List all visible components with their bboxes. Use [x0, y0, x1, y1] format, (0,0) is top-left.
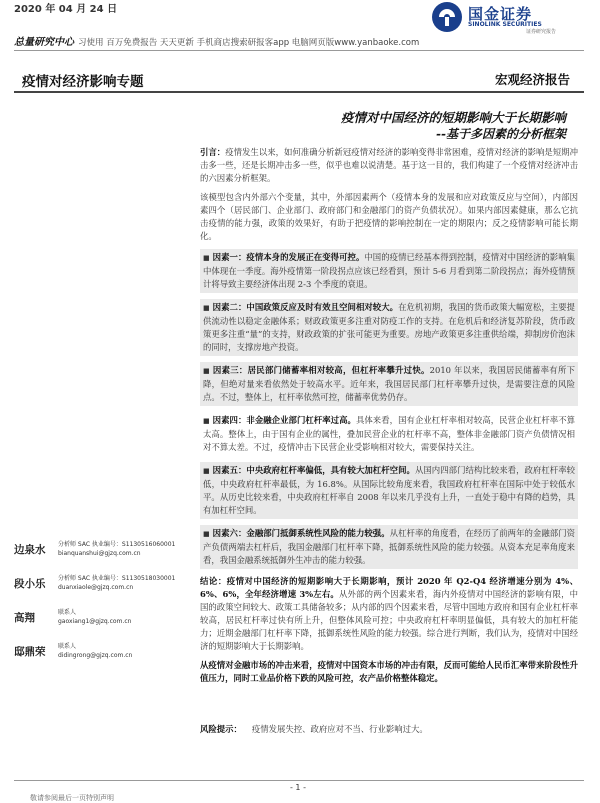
author-role: 联系人 [58, 643, 77, 650]
divider [14, 780, 584, 781]
logo-tagline: 证券研究报告 [526, 29, 557, 35]
page-number: - 1 - [290, 783, 306, 792]
square-bullet-icon: ■ [203, 254, 210, 262]
author-email: gaoxiang1@gjzq.com.cn [58, 618, 132, 625]
ad-brand: 总量研究中心 [14, 37, 74, 48]
author-entry [14, 540, 194, 564]
market-view-paragraph [200, 659, 578, 685]
author-entry [14, 574, 194, 598]
factor-label: 因素一： [212, 252, 247, 262]
author-name: 段小乐 [14, 578, 46, 590]
factor-text: 2010 年以来，我国居民储蓄率有所下降，但绝对量来看依然处于较高水平。近年来，我国居民部门杠杆率攀升过快，是需要注意的风险点。不过，整体上，杠杆率依然可控，储蓄率优势仍存。 [203, 365, 576, 402]
author-email: bianquanshui@gjzq.com.cn [58, 550, 141, 557]
report-subtitle: --基于多因素的分析框架 [436, 127, 566, 141]
factor-text: 在危机初期，我国的货币政策大幅宽松，主要提供流动性以稳定金融体系；财政政策更多注重对防疫工作的支持。在危机后和经济复苏阶段，货币政策更多注重“量”的支持，财政政策的扩张可能更为重要。房地产政策更多注重供给端，抑制房价泡沫的同时，支撑房地产投资。 [203, 302, 576, 352]
factor-headline: 居民部门储蓄率相对较高，但杠杆率攀升过快。 [247, 365, 430, 375]
report-date: 2020 年 04 月 24 日 [14, 4, 118, 15]
conclusion-headline: 疫情对中国经济的短期影响大于长期影响，预计 2020 年 Q2-Q4 经济增速分别为 4%、6%、6%，全年经济增速 3%左右。 [200, 576, 578, 599]
author-email: duanxiaole@gjzq.com.cn [58, 584, 134, 591]
risk-warning [200, 723, 428, 735]
divider [14, 91, 584, 93]
square-bullet-icon: ■ [203, 467, 210, 475]
factor-item [200, 299, 578, 356]
factor-item [200, 462, 578, 519]
footer-note: 敬请参阅最后一页特别声明 [30, 794, 114, 802]
factor-text: 从国内四部门结构比较来看，政府杠杆率较低，中央政府杠杆率最低，为 16.8%。从国际比较角度来看，我国政府杠杆率在国际中处于较低水平。从历史比较来看，中央政府杠杆率自 2008 年以来几乎没有上升，一直处于稳中有降的趋势，具有加杠杆空间。 [203, 465, 576, 515]
square-bullet-icon: ■ [203, 367, 210, 375]
report-title: 疫情对中国经济的短期影响大于长期影响 [340, 110, 566, 125]
report-body [200, 146, 578, 691]
factor-label: 因素二： [212, 302, 247, 312]
report-type: 宏观经济报告 [494, 72, 570, 87]
logo-name-cn: 国金证券 [468, 5, 533, 23]
report-series: 疫情对经济影响专题 [22, 74, 144, 90]
logo-mark-icon [430, 0, 464, 34]
author-name: 邸鼎荣 [14, 646, 46, 658]
factor-text: 从杠杆率的角度看，在经历了前两年的金融部门资产负债两端去杠杆后，我国金融部门杠杆率下降，抵御系统性风险的能力较强。从资本充足率角度来看，我国金融系统抵御外生冲击的能力较强。 [203, 528, 576, 565]
factor-label: 因素五： [212, 465, 247, 475]
conclusion-label: 结论： [200, 576, 227, 586]
ad-text: 习使用 百万免费报告 天天更新 手机商店搜索研报客app 电脑网页版www.yanbaoke.com [78, 38, 420, 48]
framework-paragraph: 该模型包含内外部六个变量，其中，外部因素两个（疫情本身的发展和应对政策反应与空间），内部因素四个（居民部门、企业部门、政府部门和金融部门的资产负债状况）。如果内部因素健康，那么它抗击疫情的能力强，政策的效果好，有助于把疫情的影响控制在一定的期限内；反之疫情影响可能长期化。 [200, 192, 578, 241]
author-role: 分析师 SAC 执业编号：S1130518030001 [58, 575, 176, 582]
factor-headline: 金融部门抵御系统性风险的能力较强。 [246, 528, 390, 538]
author-entry [14, 642, 194, 666]
factor-label: 因素六： [212, 528, 247, 538]
risk-text: 疫情发展失控、政府应对不当、行业影响过大。 [251, 724, 428, 734]
factor-item [200, 362, 578, 406]
factor-text: 具体来看，国有企业杠杆率相对较高，民营企业杠杆率不算太高。整体上，由于国有企业的属性，叠加民营企业的杠杆率不高，整体非金融部门资产负债情况相对不算太差。不过，疫情冲击下民营企业受影响相对较大，需要保持关注。 [203, 415, 576, 452]
square-bullet-icon: ■ [203, 304, 210, 312]
author-email: didingrong@gjzq.com.cn [58, 652, 133, 659]
factor-item [200, 249, 578, 293]
author-role: 联系人 [58, 609, 77, 616]
logo-name-en: SINOLINK SECURITIES [468, 21, 542, 28]
factor-headline: 疫情本身的发展正在变得可控。 [246, 252, 365, 262]
conclusion-text: 从外部的两个因素来看，海内外疫情对中国经济的影响有限，中国的政策空间较大、政策工具储备较多；从内部的四个因素来看，尽管中国地方政府和国有企业杠杆率较高，居民杠杆率过快有所上升，但整体风险可控；中央政府杠杆率明显偏低，具有较大的加杠杆能力；近期金融部门杠杆率下降，抵御系统性风险的能力较强。综合进行判断，我们认为，疫情对中国经济的短期影响大于长期影响。 [200, 589, 578, 651]
factor-label: 因素三： [212, 365, 248, 375]
author-list [14, 540, 194, 676]
factor-label: 因素四： [212, 415, 247, 425]
author-entry [14, 608, 194, 632]
author-name: 边泉水 [14, 544, 46, 556]
author-info [58, 574, 175, 592]
market-view-text: 从疫情对金融市场的冲击来看，疫情对中国资本市场的冲击有限，反而可能给人民币汇率带来阶段性升值压力，同时工业品价格下跌的风险可控，农产品价格整体稳定。 [200, 660, 578, 683]
author-info [58, 642, 132, 660]
conclusion-paragraph [200, 575, 578, 653]
intro-label: 引言： [200, 147, 226, 157]
intro-paragraph [200, 146, 578, 185]
ad-banner [14, 33, 584, 48]
risk-label: 风险提示： [200, 724, 242, 734]
factor-item [200, 525, 578, 569]
factor-headline: 非金融企业部门杠杆率过高。 [246, 415, 356, 425]
factor-headline: 中央政府杠杆率偏低，具有较大加杠杆空间。 [246, 465, 415, 475]
divider [14, 50, 584, 51]
author-info [58, 608, 131, 626]
factor-headline: 中国政策反应及时有效且空间相对较大。 [246, 302, 399, 312]
intro-text: 疫情发生以来，如何准确分析新冠疫情对经济的影响变得非常困难，疫情对经济的影响是短期冲击多一些，还是长期冲击多一些，似乎也难以说清楚。基于这一目的，我们构建了一个疫情对经济冲击的六因素分析框架。 [200, 147, 578, 183]
author-role: 分析师 SAC 执业编号：S1130516060001 [58, 541, 176, 548]
square-bullet-icon: ■ [203, 417, 210, 425]
square-bullet-icon: ■ [203, 530, 210, 538]
author-info [58, 540, 175, 558]
factor-item [200, 412, 578, 456]
author-name: 高翔 [14, 612, 35, 624]
factor-text: 中国的疫情已经基本得到控制，疫情对中国经济的影响集中体现在一季度。海外疫情第一阶段拐点应该已经看到，预计 5-6 月看到第二阶段拐点；海外疫情预计将导致主要经济体出现 2-3 个季度的衰退。 [203, 252, 576, 289]
